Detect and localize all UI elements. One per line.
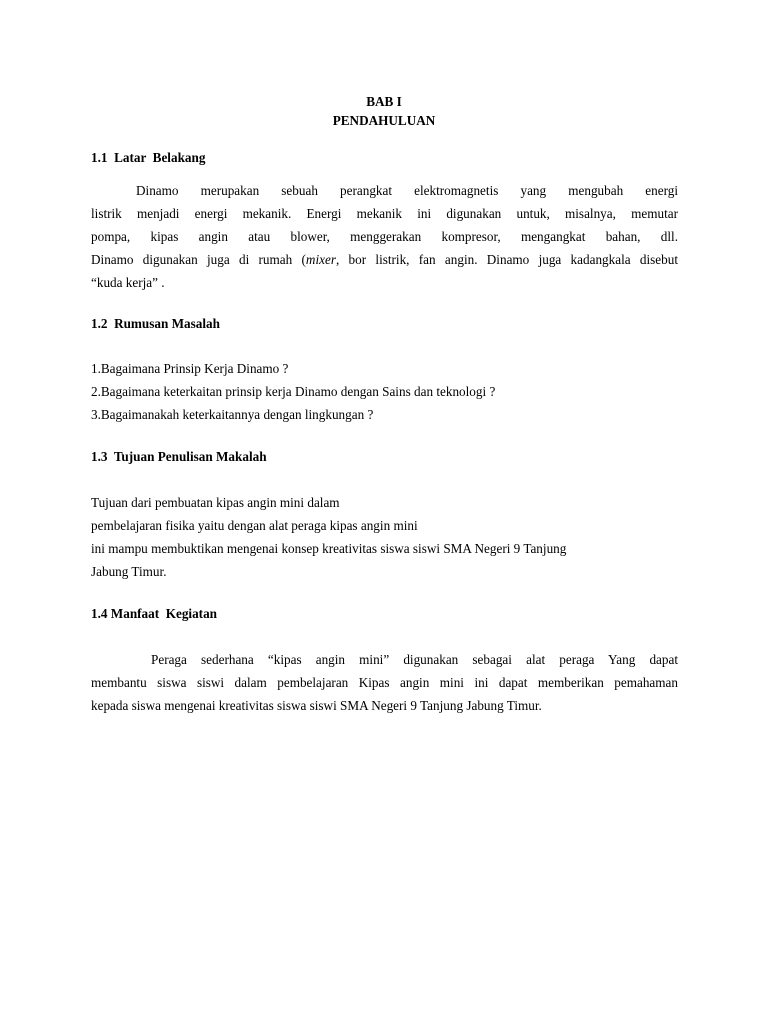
paragraph-line: pembelajaran fisika yaitu dengan alat peraga kipas angin mini: [91, 518, 418, 533]
list-item: 3.Bagaimanakah keterkaitannya dengan lingkungan ?: [91, 407, 374, 422]
chapter-label: BAB I: [366, 94, 402, 109]
list-item: 1.Bagaimana Prinsip Kerja Dinamo ?: [91, 361, 289, 376]
section-heading-manfaat: 1.4 Manfaat Kegiatan: [91, 606, 218, 621]
paragraph-line: Peraga sederhana “kipas angin mini” digunakan sebagai alat peraga Yang dapat: [151, 652, 678, 667]
paragraph-line: Tujuan dari pembuatan kipas angin mini dalam: [91, 495, 340, 510]
paragraph-line: kepada siswa mengenai kreativitas siswa siswi SMA Negeri 9 Tanjung Jabung Timur.: [91, 698, 542, 713]
paragraph-line: listrik menjadi energi mekanik. Energi mekanik ini digunakan untuk, misalnya, memutar: [91, 206, 678, 221]
paragraph-line: “kuda kerja” .: [91, 275, 165, 290]
list-item: 2.Bagaimana keterkaitan prinsip kerja Dinamo dengan Sains dan teknologi ?: [91, 384, 496, 399]
paragraph-line: pompa, kipas angin atau blower, menggerakan kompresor, mengangkat bahan, dll.: [91, 229, 678, 244]
italic-term: mixer: [305, 252, 336, 267]
chapter-title: PENDAHULUAN: [332, 113, 436, 128]
paragraph-line: Jabung Timur.: [91, 564, 167, 579]
section-heading-latar-belakang: 1.1 Latar Belakang: [91, 150, 206, 165]
paragraph-line: Dinamo digunakan juga di rumah (mixer, bor listrik, fan angin. Dinamo juga kadangkala disebut: [91, 252, 678, 267]
section-heading-rumusan-masalah: 1.2 Rumusan Masalah: [91, 316, 220, 331]
paragraph-latar-belakang: [91, 179, 678, 294]
chapter-heading: [0, 92, 768, 130]
paragraph-manfaat: [91, 648, 678, 717]
paragraph-line: ini mampu membuktikan mengenai konsep kreativitas siswa siswi SMA Negeri 9 Tanjung: [91, 541, 567, 556]
paragraph-line: membantu siswa siswi dalam pembelajaran Kipas angin mini ini dapat memberikan pemahaman: [91, 675, 678, 690]
paragraph-line: Dinamo merupakan sebuah perangkat elektromagnetis yang mengubah energi: [136, 183, 678, 198]
paragraph-tujuan: [91, 491, 566, 583]
section-heading-tujuan: 1.3 Tujuan Penulisan Makalah: [91, 449, 267, 464]
problem-list: [91, 357, 495, 426]
